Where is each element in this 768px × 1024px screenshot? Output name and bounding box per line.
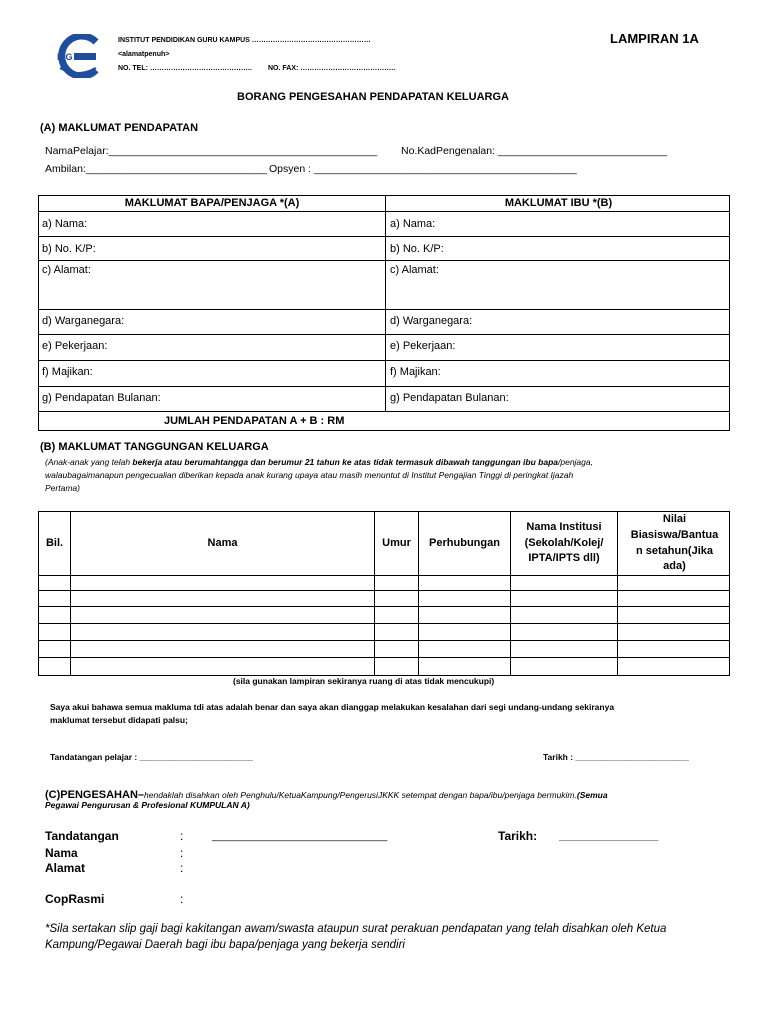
table-row[interactable] — [39, 657, 729, 658]
section-b-note-line1: (Anak-anak yang telah bekerja atau berumahtangga dan berumur 21 tahun ke atas tidak termasuk dibawah tanggungan ibu bapa/penjaga, — [45, 457, 593, 467]
father-header: MAKLUMAT BAPA/PENJAGA *(A) — [124, 197, 300, 209]
verifier-name-label: Nama — [45, 846, 78, 860]
verifier-signature-label: Tandatangan — [45, 829, 119, 843]
father-address[interactable]: c) Alamat: — [42, 264, 91, 276]
father-employer[interactable]: f) Majikan: — [42, 366, 93, 378]
total-income: JUMLAH PENDAPATAN A + B : RM — [164, 415, 345, 427]
mother-name[interactable]: a) Nama: — [390, 218, 436, 230]
section-c-line2: Pegawai Pengurusan & Profesional KUMPULAN A) — [45, 800, 250, 810]
colon: : — [180, 892, 184, 906]
verifier-address-label: Alamat — [45, 861, 86, 875]
logo-text: IPG — [57, 52, 73, 62]
intake-field[interactable]: Ambilan:_______________________________ — [45, 163, 267, 175]
mother-occupation[interactable]: e) Pekerjaan: — [390, 340, 456, 352]
annex-label: LAMPIRAN 1A — [610, 31, 699, 46]
attachment-note-line2: Kampung/Pegawai Daerah bagi ibu bapa/penjaga yang bekerja sendiri — [45, 939, 405, 951]
mother-employer[interactable]: f) Majikan: — [390, 366, 441, 378]
colon: : — [180, 829, 184, 843]
student-signature-field[interactable]: Tandatangan pelajar : ________________________ — [50, 752, 254, 762]
declaration-line2: maklumat tersebut didapati palsu; — [50, 715, 188, 725]
col-nilai: Nilai Biasiswa/Bantua n setahun(Jika ada) — [630, 512, 719, 573]
institute-address: <alamatpenuh> — [118, 51, 170, 58]
section-c-line1: (C)PENGESAHAN–hendaklah disahkan oleh Penghulu/KetuaKampung/PengerusiJKKK setempat dengan bapa/ibu/penjaga bermukim.(Semua — [45, 789, 608, 801]
table-row[interactable] — [39, 590, 729, 591]
institute-phone: NO. TEL: …………………………………….. — [118, 65, 252, 72]
verifier-date-label: Tarikh: — [498, 829, 538, 843]
col-bil: Bil. — [45, 536, 64, 549]
dependents-table — [38, 511, 730, 676]
table-row[interactable] — [39, 640, 729, 641]
section-b-note-line3: Pertama) — [45, 483, 80, 493]
section-b-note-line2: walaubagaimanapun pengecualian diberikan kepada anak kurang upaya atau masih menuntut di Institut Pengajian Tinggi di peringkat Ijazah — [45, 470, 574, 480]
father-ic[interactable]: b) No. K/P: — [42, 243, 96, 255]
table-row[interactable] — [39, 606, 729, 607]
col-nama: Nama — [207, 536, 238, 549]
student-date-field[interactable]: Tarikh : ________________________ — [543, 752, 689, 762]
verifier-signature-line[interactable]: ______________________________ — [212, 830, 388, 842]
col-umur: Umur — [382, 536, 411, 549]
mother-header: MAKLUMAT IBU *(B) — [504, 197, 613, 209]
father-income[interactable]: g) Pendapatan Bulanan: — [42, 392, 161, 404]
colon: : — [180, 846, 184, 860]
section-a-heading: (A) MAKLUMAT PENDAPATAN — [40, 122, 199, 134]
mother-income[interactable]: g) Pendapatan Bulanan: — [390, 392, 509, 404]
ipg-logo — [52, 34, 102, 78]
official-stamp-label: CopRasmi — [45, 892, 105, 906]
form-title: BORANG PENGESAHAN PENDAPATAN KELUARGA — [237, 91, 509, 103]
ic-number-field[interactable]: No.KadPengenalan: _____________________________ — [401, 145, 668, 157]
institute-fax: NO. FAX: ………………………………….. — [268, 65, 396, 72]
father-name[interactable]: a) Nama: — [42, 218, 88, 230]
mother-address[interactable]: c) Alamat: — [390, 264, 439, 276]
father-occupation[interactable]: e) Pekerjaan: — [42, 340, 108, 352]
col-perhubungan: Perhubungan — [429, 536, 500, 549]
mother-citizenship[interactable]: d) Warganegara: — [390, 315, 473, 327]
section-b-heading: (B) MAKLUMAT TANGGUNGAN KELUARGA — [40, 441, 269, 453]
father-citizenship[interactable]: d) Warganegara: — [42, 315, 125, 327]
declaration-line1: Saya akui bahawa semua makluma tdi atas adalah benar dan saya akan dianggap melakukan kesalahan dari segi undang-undang sekiranya — [50, 702, 615, 712]
col-institusi: Nama Institusi (Sekolah/Kolej/ IPTA/IPTS dll) — [524, 520, 604, 565]
parent-info-table — [38, 195, 730, 431]
attachment-note-line1: *Sila sertakan slip gaji bagi kakitangan awam/swasta ataupun surat perakuan pendapatan yang telah disahkan oleh Ketua — [45, 923, 667, 935]
verifier-date-line[interactable]: _________________ — [559, 830, 659, 842]
option-field[interactable]: Opsyen : _____________________________________________ — [269, 163, 577, 175]
institute-name: INSTITUT PENDIDIKAN GURU KAMPUS …………………………………………… — [118, 37, 371, 44]
colon: : — [180, 861, 184, 875]
table-row[interactable] — [39, 623, 729, 624]
table-footnote: (sila gunakan lampiran sekiranya ruang di atas tidak mencukupi) — [233, 676, 495, 686]
student-name-field[interactable]: NamaPelajar:______________________________________________ — [45, 145, 378, 157]
mother-ic[interactable]: b) No. K/P: — [390, 243, 444, 255]
